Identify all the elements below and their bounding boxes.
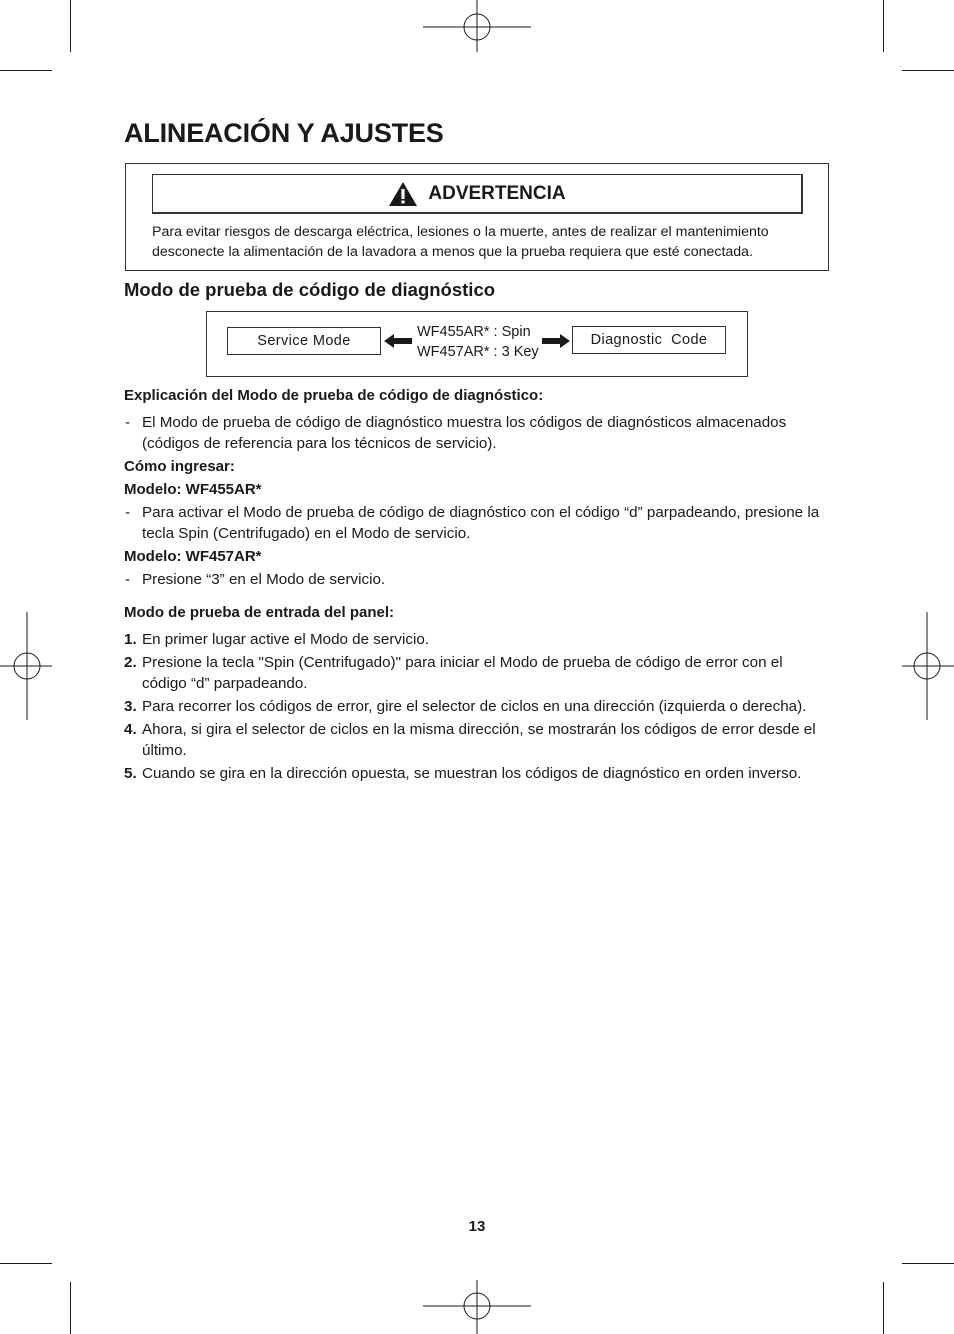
- step-text: En primer lugar active el Modo de servicio.: [142, 631, 429, 648]
- service-mode-box: Service Mode: [227, 327, 381, 355]
- explanation-section: [124, 385, 830, 454]
- model1-heading: Modelo: WF455AR*: [124, 481, 262, 498]
- step-item: [124, 652, 830, 694]
- step-text: Para recorrer los códigos de error, gire el selector de ciclos en una dirección (izquierda o derecha).: [142, 698, 807, 715]
- list-item: [124, 569, 830, 590]
- dash-bullet: -: [125, 571, 131, 588]
- step-number: 2.: [124, 654, 137, 671]
- how-to-enter-heading: Cómo ingresar:: [124, 458, 235, 475]
- warning-label: ADVERTENCIA: [428, 182, 566, 204]
- step-item: [124, 719, 830, 761]
- list-item: [124, 412, 830, 454]
- step-item: [124, 763, 830, 784]
- page-number: 13: [468, 1218, 486, 1235]
- diagram-middle-text: [417, 322, 539, 362]
- arrow-right-icon: [542, 333, 572, 349]
- model2-heading: Modelo: WF457AR*: [124, 548, 262, 565]
- step-item: [124, 629, 830, 650]
- section-title: Modo de prueba de código de diagnóstico: [124, 279, 496, 300]
- diagram-middle-line2: WF457AR* : 3 Key: [417, 344, 539, 360]
- arrow-left-icon: [384, 333, 414, 349]
- warning-triangle-icon: [388, 181, 418, 207]
- how-to-enter-section: [124, 456, 830, 590]
- diagnostic-code-label: Diagnostic Code: [590, 332, 708, 348]
- step-number: 5.: [124, 765, 137, 782]
- dash-bullet: -: [125, 414, 131, 431]
- step-number: 4.: [124, 721, 137, 738]
- step-text: Cuando se gira en la dirección opuesta, se muestran los códigos de diagnóstico en orden inverso.: [142, 765, 802, 782]
- warning-header: [152, 174, 803, 214]
- list-item: [124, 502, 830, 544]
- model1-item-text: Para activar el Modo de prueba de código de diagnóstico con el código “d” parpadeando, presione la tecla Spin (Centrifugado) en el Modo de servicio.: [142, 504, 820, 542]
- diagnostic-flow-diagram: [206, 311, 748, 377]
- step-number: 1.: [124, 631, 137, 648]
- step-number: 3.: [124, 698, 137, 715]
- explanation-item-text: El Modo de prueba de código de diagnóstico muestra los códigos de diagnósticos almacenados (códigos de referencia para los técnicos de servicio).: [142, 414, 787, 452]
- step-text: Ahora, si gira el selector de ciclos en la misma dirección, se mostrarán los códigos de error desde el último.: [142, 721, 816, 759]
- steps-list: [124, 629, 830, 784]
- warning-box: [125, 163, 829, 271]
- page-title: ALINEACIÓN Y AJUSTES: [124, 118, 444, 148]
- panel-test-heading: Modo de prueba de entrada del panel:: [124, 604, 395, 621]
- explanation-heading: Explicación del Modo de prueba de código de diagnóstico:: [124, 387, 544, 404]
- diagram-middle-line1: WF455AR* : Spin: [417, 324, 531, 340]
- model2-item-text: Presione “3” en el Modo de servicio.: [142, 571, 386, 588]
- diagnostic-code-box: [572, 326, 726, 354]
- step-item: [124, 696, 830, 717]
- dash-bullet: -: [125, 504, 131, 521]
- panel-test-section: [124, 602, 830, 784]
- step-text: Presione la tecla "Spin (Centrifugado)" para iniciar el Modo de prueba de código de error con el código “d” parpadeando.: [142, 654, 783, 692]
- warning-text: Para evitar riesgos de descarga eléctrica, lesiones o la muerte, antes de realizar el mantenimiento desconecte la alimentación de la lavadora a menos que la prueba requiera que esté conectada.: [152, 224, 769, 260]
